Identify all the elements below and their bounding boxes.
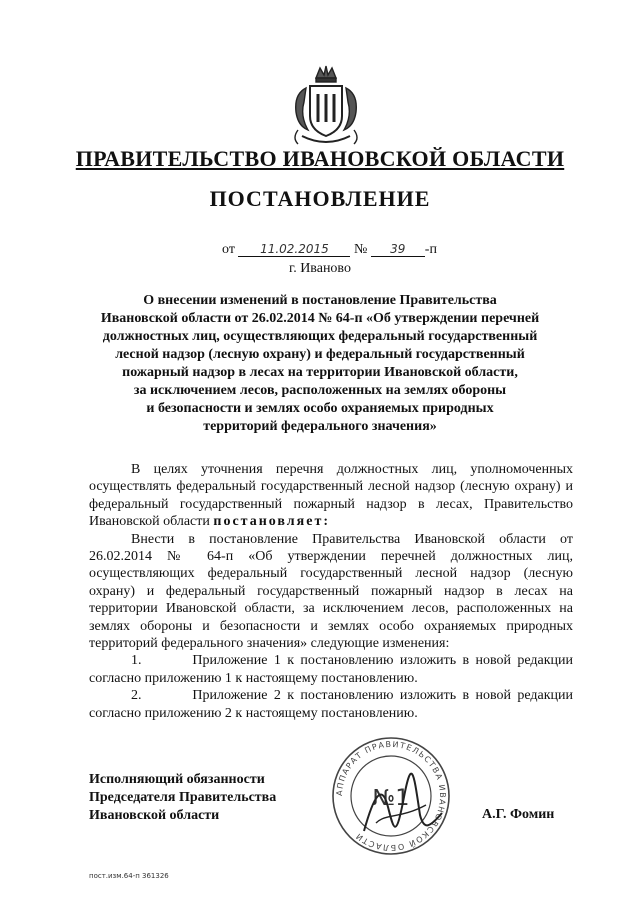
document-date: 11.02.2015	[238, 242, 350, 257]
stamp-number: №1	[372, 786, 410, 811]
subject-line: и безопасности и землях особо охраняемых природных	[146, 401, 494, 416]
date-prefix: от	[222, 242, 235, 257]
intro-text: В целях уточнения перечня должностных лиц, уполномоченных осуществлять федеральный государственный лесной надзор (лесную охрану) и федеральный государственный пожарный надзор в лесах, Правительство Ивановской области	[89, 462, 573, 530]
signatory-line: Председателя Правительства	[89, 790, 277, 805]
item-number: 2.	[131, 688, 142, 704]
subject-line: лесной надзор (лесную охрану) и федеральный государственный	[115, 347, 525, 362]
subject-line: должностных лиц, осуществляющих федеральный государственный	[102, 329, 538, 344]
item-text: Приложение 2 к постановлению изложить в новой редакции согласно приложению 2 к настоящему постановлению.	[89, 688, 573, 721]
signer-name: А.Г. Фомин	[482, 807, 555, 822]
main-paragraph: Внести в постановление Правительства Ивановской области от 26.02.2014 № 64-п «Об утверждении перечней должностных лиц, осуществляющих федеральный государственный лесной надзор (лесную охрану) и федеральный государственный пожарный надзор в лесах на территории Ивановской области, за исключением лесов, расположенных на землях обороны и безопасности и землях особо охраняемых природных территорий федерального значения» следующие изменения:	[89, 531, 573, 652]
subject-line: О внесении изменений в постановление Правительства	[143, 293, 497, 308]
number-prefix: №	[353, 242, 368, 257]
list-item	[89, 652, 573, 687]
document-number: 39	[371, 242, 425, 257]
signatory-line: Исполняющий обязанности	[89, 772, 265, 787]
intro-paragraph	[89, 461, 573, 531]
item-text: Приложение 1 к постановлению изложить в новой редакции согласно приложению 1 к настоящему постановлению.	[89, 653, 573, 686]
stamp-ring-text: АППАРАТ ПРАВИТЕЛЬСТВА ИВАНОВСКОЙ ОБЛАСТИ	[334, 739, 448, 853]
coat-of-arms-emblem	[286, 64, 366, 152]
government-name: ПРАВИТЕЛЬСТВО ИВАНОВСКОЙ ОБЛАСТИ	[75, 146, 565, 171]
item-number: 1.	[131, 653, 142, 669]
official-stamp	[330, 735, 452, 857]
signatory-title	[89, 771, 276, 825]
list-item	[89, 687, 573, 722]
subject-line: пожарный надзор в лесах на территории Ивановской области,	[122, 365, 518, 380]
signatory-line: Ивановской области	[89, 808, 220, 823]
document-subject	[60, 292, 580, 436]
document-type: ПОСТАНОВЛЕНИЕ	[209, 186, 431, 211]
footer-code: пост.изм.64-п 361326	[89, 872, 169, 880]
subject-line: за исключением лесов, расположенных на землях обороны	[133, 383, 507, 398]
decree-word: постановляет:	[213, 514, 330, 530]
date-number-line	[222, 242, 437, 258]
document-city: г. Иваново	[289, 261, 351, 276]
document-body	[89, 461, 573, 722]
subject-line: Ивановской области от 26.02.2014 № 64-п «Об утверждении перечней	[100, 311, 540, 326]
number-suffix: -п	[424, 242, 437, 257]
subject-line: территорий федерального значения»	[203, 419, 437, 434]
